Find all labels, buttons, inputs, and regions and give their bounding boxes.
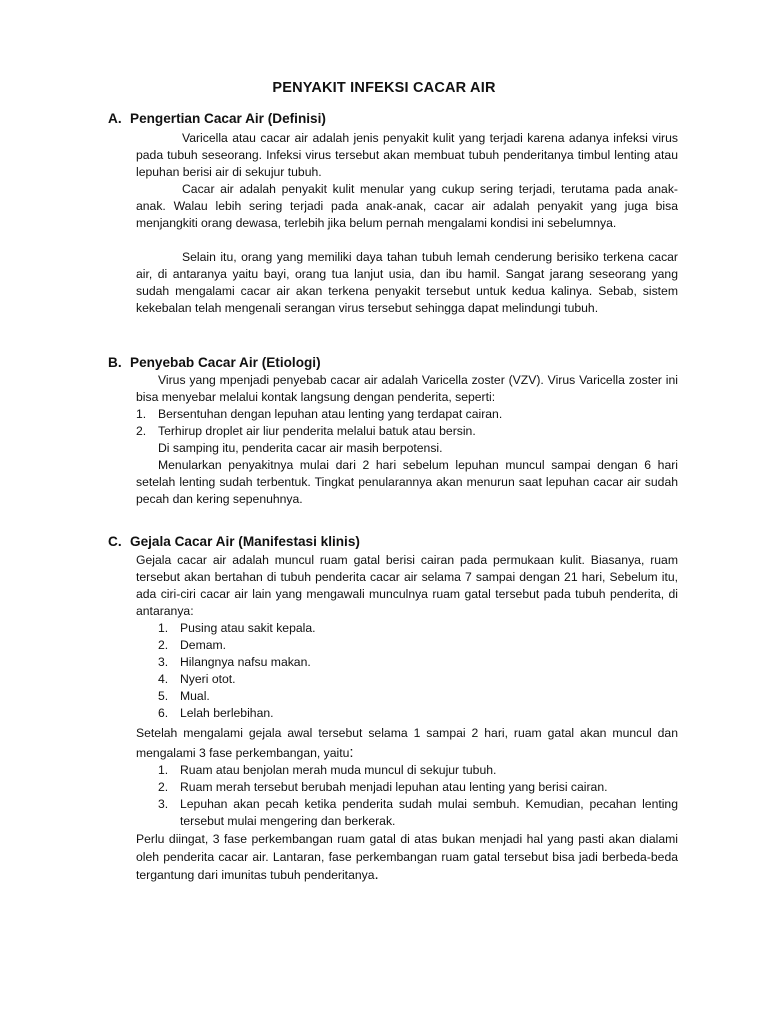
section-a-paragraph-3: Selain itu, orang yang memiliki daya tahan tubuh lemah cenderung berisiko terkena cacar air, di antaranya yaitu bayi, orang tua lanjut usia, dan ibu hamil. Sangat jarang seseorang yang sudah mengalami cacar air akan terkena penyakit tersebut untuk kedua kalinya. Sebab, sistem kekebalan telah mengenali serangan virus tersebut sehingga dapat melindungi tubuh. xyxy=(136,250,678,315)
section-b-paragraph-3: Menularkan penyakitnya mulai dari 2 hari sebelum lepuhan muncul sampai dengan 6 hari setelah lenting sudah terbentuk. Tingkat penularannya akan menurun saat lepuhan cacar air sudah pecah dan kering sepenuhnya. xyxy=(136,458,678,506)
list-item: 5. Mual. xyxy=(158,689,210,703)
list-item: 2. Terhirup droplet air liur penderita melalui batuk atau bersin. xyxy=(136,424,476,438)
section-c-title: Gejala Cacar Air (Manifestasi klinis) xyxy=(130,534,360,549)
section-c-paragraph-3: Perlu diingat, 3 fase perkembangan ruam gatal di atas bukan menjadi hal yang pasti akan dialami oleh penderita cacar air. Lantaran, fase perkembangan ruam gatal tersebut bisa jadi berbeda-beda tergantung dari imunitas tubuh penderitanya. xyxy=(136,832,678,883)
list-item: 1. Ruam atau benjolan merah muda muncul di sekujur tubuh. xyxy=(158,763,497,777)
section-a-heading xyxy=(108,110,326,127)
section-a-paragraph-1: Varicella atau cacar air adalah jenis penyakit kulit yang terjadi karena adanya infeksi virus pada tubuh seseorang. Infeksi virus tersebut akan membuat tubuh penderitanya timbul lenting atau lepuhan berisi air di sekujur tubuh. xyxy=(136,131,678,179)
list-item: 1. Pusing atau sakit kepala. xyxy=(158,621,316,635)
section-b-paragraph-2: Di samping itu, penderita cacar air masih berpotensi. xyxy=(158,441,443,455)
list-item: 2. Demam. xyxy=(158,638,227,652)
section-b-paragraph-1: Virus yang mpenjadi penyebab cacar air adalah Varicella zoster (VZV). Virus Varicella zoster ini bisa menyebar melalui kontak langsung dengan penderita, seperti: xyxy=(136,373,678,404)
document-title: PENYAKIT INFEKSI CACAR AIR xyxy=(272,80,496,96)
section-a-title: Pengertian Cacar Air (Definisi) xyxy=(130,111,326,126)
section-b-heading xyxy=(108,354,321,371)
section-b-letter: B. xyxy=(108,355,122,370)
list-item: 1. Bersentuhan dengan lepuhan atau lenting yang terdapat cairan. xyxy=(136,407,503,421)
section-a-paragraph-2: Cacar air adalah penyakit kulit menular yang cukup sering terjadi, terutama pada anak-anak. Walau lebih sering terjadi pada anak-anak, cacar air adalah penyakit yang juga bisa menjangkiti orang dewasa, terlebih jika belum pernah mengalami kondisi ini sebelumnya. xyxy=(136,182,678,230)
list-item: 3. Lepuhan akan pecah ketika penderita sudah mulai sembuh. Kemudian, pecahan lenting tersebut mulai mengering dan berkerak. xyxy=(158,797,678,828)
section-c-letter: C. xyxy=(108,534,122,549)
list-item: 2. Ruam merah tersebut berubah menjadi lepuhan atau lenting yang berisi cairan. xyxy=(158,780,608,794)
symptom-list xyxy=(158,620,678,722)
section-c-heading xyxy=(108,533,360,550)
section-b-title: Penyebab Cacar Air (Etiologi) xyxy=(130,355,321,370)
list-item: 3. Hilangnya nafsu makan. xyxy=(158,655,311,669)
list-item: 4. Nyeri otot. xyxy=(158,672,236,686)
list-item: 6. Lelah berlebihan. xyxy=(158,706,274,720)
section-c-paragraph-2: Setelah mengalami gejala awal tersebut selama 1 sampai 2 hari, ruam gatal akan muncul dan mengalami 3 fase perkembangan, yaitu: xyxy=(136,726,678,761)
transmission-list xyxy=(136,406,678,440)
phase-list xyxy=(158,762,678,830)
section-c-paragraph-1: Gejala cacar air adalah muncul ruam gatal berisi cairan pada permukaan kulit. Biasanya, ruam tersebut akan bertahan di tubuh penderita cacar air selama 7 sampai dengan 21 hari, Sebelum itu, ada ciri-ciri cacar air lain yang mengawali munculnya ruam gatal tersebut pada tubuh penderita, di antaranya: xyxy=(136,553,678,618)
section-a-letter: A. xyxy=(108,111,122,126)
